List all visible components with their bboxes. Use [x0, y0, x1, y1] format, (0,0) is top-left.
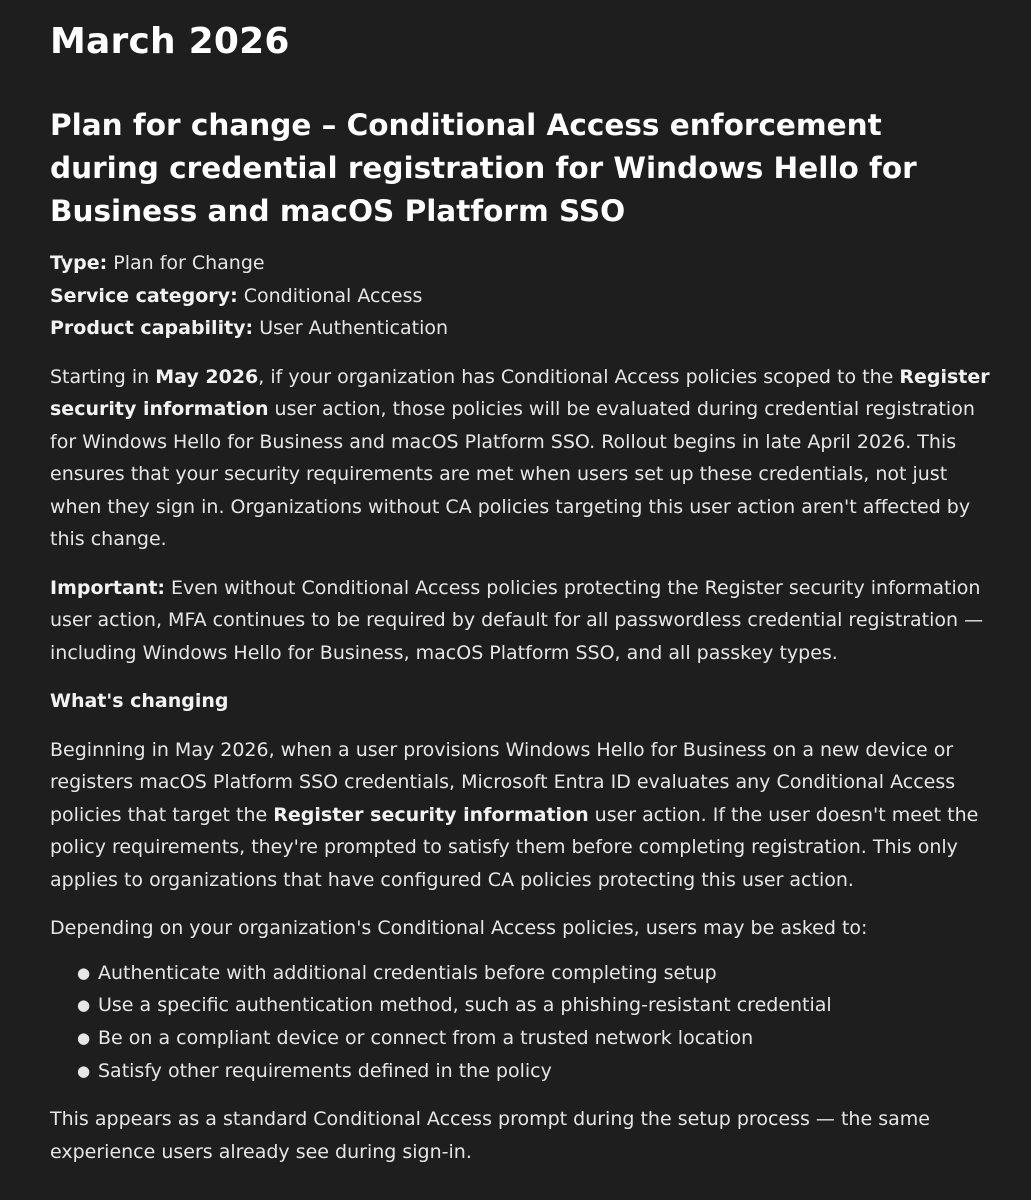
meta-product-capability-label: Product capability: — [50, 317, 254, 339]
list-item-text: Be on a compliant device or connect from a trusted network location — [98, 1026, 754, 1049]
bullet-icon: ● — [77, 1061, 91, 1080]
meta-service-category-label: Service category: — [50, 284, 238, 307]
list-item-text: Use a specific authentication method, such as a phishing-resistant credential — [98, 994, 832, 1017]
intro-text-3: user action, those policies will be evaluated during credential registration for Windows Hello for Business and macOS Platform SSO. Rollout begins in late April 2026. This ensures that your security requirements are met when users set up these credentials, not just when they sign in. Organizations without CA policies targeting this user action aren't affected by this change. — [50, 398, 975, 550]
meta-service-category — [50, 280, 1001, 313]
important-note — [50, 572, 1001, 670]
meta-type-label: Type: — [50, 252, 108, 274]
list-item — [77, 957, 1001, 990]
article-metadata — [50, 247, 1001, 345]
meta-product-capability-value: User Authentication — [259, 317, 449, 339]
important-label: Important: — [50, 576, 166, 599]
meta-type-value: Plan for Change — [113, 252, 265, 274]
intro-user-action-bold: Register security information — [50, 365, 990, 420]
list-item-text: Satisfy other requirements defined in the policy — [98, 1059, 552, 1082]
bullet-icon: ● — [77, 963, 91, 982]
meta-service-category-value: Conditional Access — [243, 284, 423, 307]
bullet-icon: ● — [77, 1028, 91, 1047]
article-title: Plan for change – Conditional Access enforcement during credential registration for Windows Hello for Business and macOS Platform SSO — [50, 108, 917, 228]
meta-product-capability — [50, 312, 1001, 345]
intro-text-1: Starting in — [50, 365, 156, 388]
list-item — [77, 989, 1001, 1022]
list-item — [77, 1022, 1001, 1055]
important-text: Even without Conditional Access policies protecting the Register security information user action, MFA continues to be required by default for all passwordless credential registration — including Windows Hello for Business, macOS Platform SSO, and all passkey types. — [50, 576, 984, 664]
whats-changing-heading: What's changing — [50, 690, 229, 712]
section-heading: March 2026 — [50, 21, 290, 62]
meta-type — [50, 247, 1001, 280]
changing-user-action-bold: Register security information — [273, 803, 589, 826]
closing-paragraph: This appears as a standard Conditional Access prompt during the setup process — the same experience users already see during sign-in. — [50, 1108, 930, 1163]
changing-text-2: user action. If the user doesn't meet the policy requirements, they're prompted to satisfy them before completing registration. This only applies to organizations that have configured CA policies protecting this user action. — [50, 803, 979, 891]
intro-date-bold: May 2026 — [155, 365, 259, 388]
bullet-icon: ● — [77, 996, 91, 1015]
list-item — [77, 1055, 1001, 1088]
depending-paragraph: Depending on your organization's Conditional Access policies, users may be asked to: — [50, 917, 868, 939]
changing-paragraph — [50, 734, 1001, 897]
list-item-text: Authenticate with additional credentials before completing setup — [98, 961, 717, 984]
intro-text-2: , if your organization has Conditional Access policies scoped to the — [258, 365, 900, 388]
requirements-list — [50, 957, 1001, 1088]
changing-text-1: Beginning in May 2026, when a user provisions Windows Hello for Business on a new device or registers macOS Platform SSO credentials, Microsoft Entra ID evaluates any Conditional Access policies that target the — [50, 738, 956, 826]
intro-paragraph — [50, 361, 1001, 556]
